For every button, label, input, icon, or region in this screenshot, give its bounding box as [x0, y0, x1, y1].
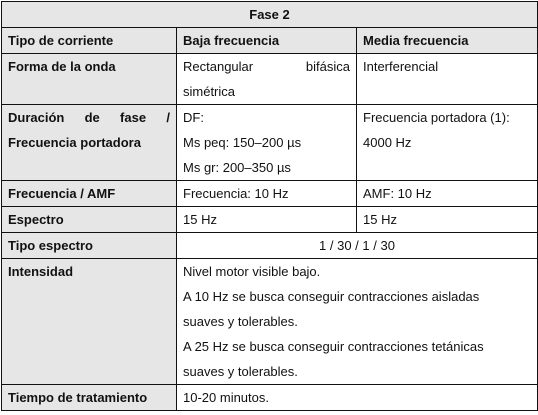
- row-tipo-espectro: [2, 233, 538, 259]
- intensidad-line-5: suaves y tolerables.: [183, 364, 298, 379]
- cell-frecuencia-baja: Frecuencia: 10 Hz: [177, 181, 357, 207]
- duracion-label-word-1: Duración: [8, 110, 65, 125]
- forma-baja-line-2: simétrica: [183, 84, 236, 99]
- cell-duracion-media: [357, 105, 538, 181]
- duracion-baja-line-3: Ms gr: 200–350 µs: [183, 160, 291, 175]
- duracion-label-word-2: de: [84, 110, 100, 125]
- header-baja-frecuencia: Baja frecuencia: [177, 28, 357, 54]
- cell-espectro-media: 15 Hz: [357, 207, 538, 233]
- title-row: [2, 2, 538, 28]
- row-tiempo-tratamiento: [2, 385, 538, 411]
- duracion-label-word-4: /: [166, 110, 170, 125]
- duracion-baja-line-1: DF:: [183, 110, 204, 125]
- duracion-label-line-2: Frecuencia portadora: [8, 135, 141, 150]
- label-frecuencia-amf: Frecuencia / AMF: [2, 181, 177, 207]
- phase-table: [1, 1, 538, 411]
- cell-espectro-baja: 15 Hz: [177, 207, 357, 233]
- label-espectro: Espectro: [2, 207, 177, 233]
- label-tiempo-tratamiento: Tiempo de tratamiento: [2, 385, 177, 411]
- duracion-label-word-3: fase: [120, 110, 147, 125]
- cell-tipo-espectro: 1 / 30 / 1 / 30: [177, 233, 538, 259]
- intensidad-line-3: suaves y tolerables.: [183, 314, 298, 329]
- cell-intensidad: [177, 259, 538, 385]
- duracion-baja-line-2: Ms peq: 150–200 µs: [183, 135, 302, 150]
- cell-forma-media: Interferencial: [357, 54, 538, 105]
- row-duracion-fase: [2, 105, 538, 181]
- duracion-media-line-2: 4000 Hz: [363, 135, 412, 150]
- intensidad-line-4: A 25 Hz se busca conseguir contracciones tetánicas: [183, 339, 484, 354]
- row-frecuencia-amf: [2, 181, 538, 207]
- cell-forma-baja: [177, 54, 357, 105]
- forma-baja-word-1: Rectangular: [183, 59, 254, 74]
- row-intensidad: [2, 259, 538, 385]
- label-tipo-espectro: Tipo espectro: [2, 233, 177, 259]
- header-tipo-corriente: Tipo de corriente: [2, 28, 177, 54]
- intensidad-line-1: Nivel motor visible bajo.: [183, 264, 321, 279]
- duracion-label-line-1: [8, 105, 170, 130]
- table-title: Fase 2: [2, 2, 538, 28]
- forma-baja-word-2: bifásica: [305, 59, 350, 74]
- label-intensidad: Intensidad: [2, 259, 177, 385]
- row-forma-onda: [2, 54, 538, 105]
- label-duracion-fase: [2, 105, 177, 181]
- row-espectro: [2, 207, 538, 233]
- duracion-media-line-1: Frecuencia portadora (1):: [363, 110, 510, 125]
- forma-baja-line-1: [183, 54, 350, 79]
- cell-tiempo-tratamiento: 10-20 minutos.: [177, 385, 538, 411]
- label-forma-onda: Forma de la onda: [2, 54, 177, 105]
- intensidad-line-2: A 10 Hz se busca conseguir contracciones aisladas: [183, 289, 480, 304]
- cell-duracion-baja: [177, 105, 357, 181]
- header-row: [2, 28, 538, 54]
- header-media-frecuencia: Media frecuencia: [357, 28, 538, 54]
- cell-frecuencia-media: AMF: 10 Hz: [357, 181, 538, 207]
